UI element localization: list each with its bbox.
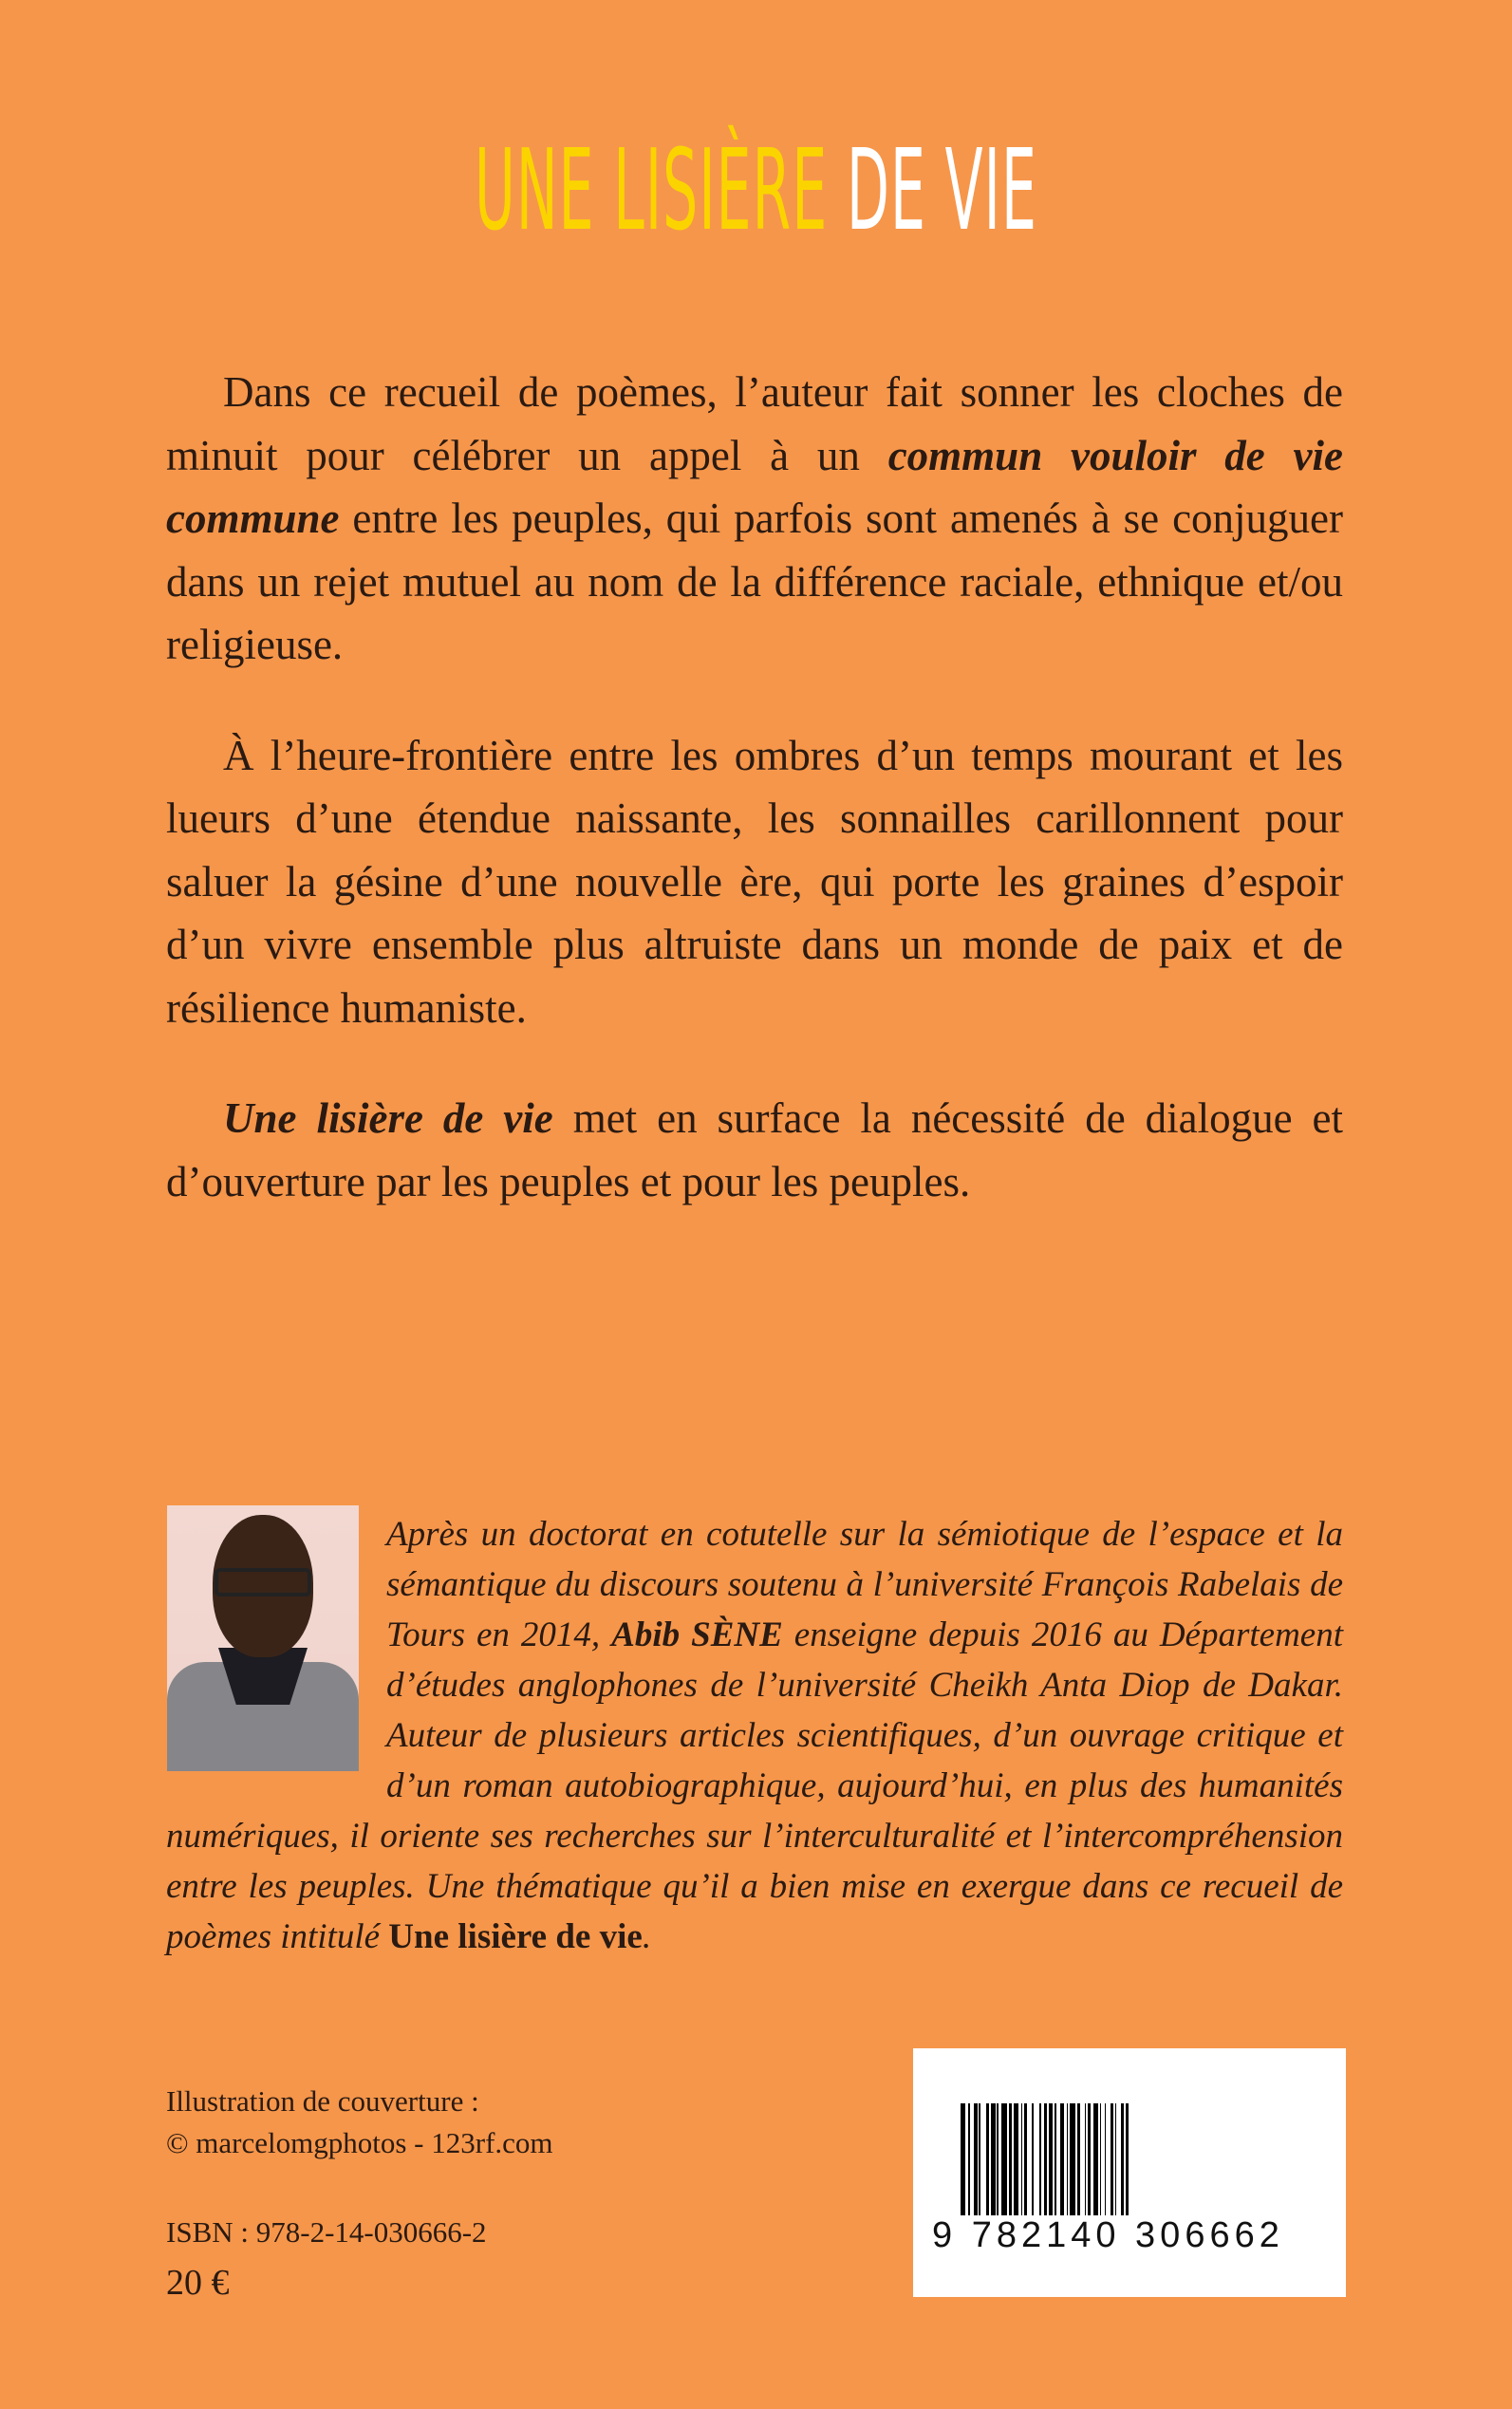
title-part-yellow: UNE LISIÈRE — [475, 124, 829, 255]
blurb-paragraph-2: À l’heure-frontière entre les ombres d’un temps mourant et les lueurs d’une étendue naissante, les sonnailles carillonnent pour saluer la gésine d’une nouvelle ère, qui porte les graines d’espoir d’un vivre ensemble plus altruiste dans un monde de paix et de résilience humaniste. — [166, 731, 1343, 1032]
illustration-credits — [166, 2081, 553, 2164]
blurb — [166, 361, 1343, 1261]
barcode — [913, 2048, 1346, 2297]
blurb-text: Dans ce recueil de poèmes, l’auteur fait sonner les cloches de minuit pour célébrer un appel à un — [166, 368, 1343, 479]
title-part-white: DE VIE — [846, 124, 1037, 255]
blurb-paragraph-3 — [166, 1087, 1343, 1213]
author-bio — [166, 1509, 1343, 1962]
credits-source: © marcelomgphotos - 123rf.com — [166, 2126, 553, 2159]
blurb-text: entre les peuples, qui parfois sont amenés à se conjuguer dans un rejet mutuel au nom de la différence raciale, ethnique et/ou religieuse. — [166, 495, 1343, 668]
blurb-paragraph-1 — [166, 361, 1343, 677]
price: 20 € — [166, 2263, 230, 2303]
blurb-book-title: Une lisière de vie — [223, 1094, 553, 1142]
bio-text: . — [642, 1917, 652, 1956]
barcode-digits — [930, 2215, 1329, 2256]
isbn: ISBN : 978-2-14-030666-2 — [166, 2215, 487, 2249]
book-title — [340, 123, 1171, 256]
author-name: Abib SÈNE — [611, 1615, 783, 1654]
bio-text: Après un doctorat en cotutelle sur la sémiotique de l’espace et la sémantique du discours soutenu à l’université François Rabelais de Tours en 2014, — [386, 1515, 1343, 1654]
barcode-number: 9 782140 306662 — [932, 2215, 1284, 2255]
bio-text: enseigne depuis 2016 au Département d’études anglophones de l’université Cheikh Anta Diop de Dakar. Auteur de plusieurs articles scientifiques, d’un ouvrage critique et d’un roman autobiographique, aujourd’hui, en plus des humanités numériques, il oriente ses recherches sur l’interculturalité et l’intercompréhension entre les peuples. Une thématique qu’il a bien mise en exergue dans ce recueil de poèmes intitulé — [166, 1615, 1343, 1956]
bio-book-title: Une lisière de vie — [388, 1917, 643, 1956]
credits-label: Illustration de couverture : — [166, 2084, 479, 2118]
blurb-emphasis: commun vouloir de vie commune — [166, 431, 1343, 542]
blurb-text: met en surface la nécessité de dialogue et d’ouverture par les peuples et pour les peuples. — [166, 1094, 1343, 1205]
photo-spacer — [166, 1509, 358, 1778]
